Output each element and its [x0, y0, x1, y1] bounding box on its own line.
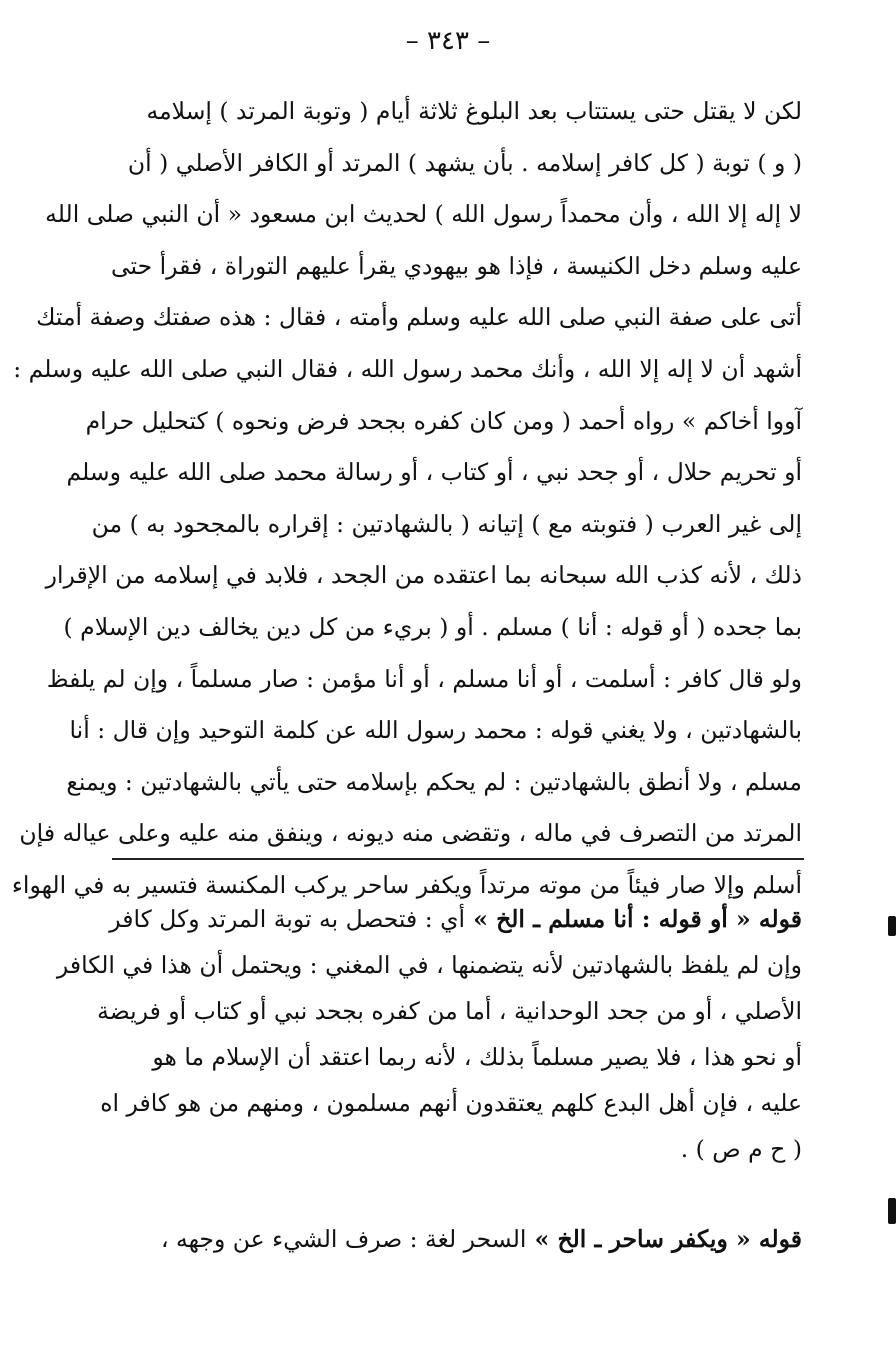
footnote-lead: قوله « ويكفر ساحر ـ الخ » — [526, 1225, 802, 1253]
footnote-lead: قوله « أو قوله : أنا مسلم ـ الخ » — [465, 905, 802, 933]
text-line: عليه وسلم دخل الكنيسة ، فإذا هو بيهودي يقرأ عليهم التوراة ، فقرأ حتى — [110, 251, 802, 280]
footnote-line — [109, 896, 802, 942]
text-line: بما جحده ( أو قوله : أنا ) مسلم . أو ( بريء من كل دين يخالف دين الإسلام ) — [63, 612, 802, 641]
footnote-line: وإن لم يلفظ بالشهادتين لأنه يتضمنها ، في المغني : ويحتمل أن هذا في الكافر — [56, 951, 802, 979]
footnote-1 — [56, 896, 802, 1172]
footnote-text: أي : فتحصل به توبة المرتد وكل كافر — [109, 905, 466, 933]
footnote-line: ( ح م ص ) . — [680, 1135, 802, 1163]
text-line: مسلم ، ولا أنطق بالشهادتين : لم يحكم بإسلامه حتى يأتي بالشهادتين : ويمنع — [66, 767, 802, 796]
footnote-divider — [112, 858, 804, 860]
footnote-line: عليه ، فإن أهل البدع كلهم يعتقدون أنهم مسلمون ، ومنهم من هو كافر اه — [100, 1089, 802, 1117]
text-line: أشهد أن لا إله إلا الله ، وأنك محمد رسول الله ، فقال النبي صلى الله عليه وسلم : — [13, 354, 802, 383]
text-line: ذلك ، لأنه كذب الله سبحانه بما اعتقده من الجحد ، فلابد في إسلامه من الإقرار — [45, 561, 802, 590]
text-line: ( و ) توبة ( كل كافر إسلامه . بأن يشهد ) المرتد أو الكافر الأصلي ( أن — [127, 148, 802, 177]
page-number: – ٣٤٣ – — [405, 26, 491, 56]
footnotes-block — [56, 896, 802, 1262]
footnote-line — [112, 1216, 802, 1262]
footnote-text: السحر لغة : صرف الشيء عن وجهه ، — [160, 1225, 527, 1253]
text-line: لكن لا يقتل حتى يستتاب بعد البلوغ ثلاثة أيام ( وتوبة المرتد ) إسلامه — [146, 97, 802, 125]
text-line: ولو قال كافر : أسلمت ، أو أنا مسلم ، أو أنا مؤمن : صار مسلماً ، وإن لم يلفظ — [46, 664, 802, 693]
footnote-2 — [112, 1216, 802, 1262]
text-line: أسلم وإلا صار فيئاً من موته مرتداً ويكفر ساحر يركب المكنسة فتسير به في الهواء — [11, 870, 802, 899]
footnote-line: الأصلي ، أو من جحد الوحدانية ، أما من كفره بجحد نبي أو كتاب أو فريضة — [97, 997, 802, 1025]
text-line: بالشهادتين ، ولا يغني قوله : محمد رسول الله عن كلمة التوحيد وإن قال : أنا — [69, 716, 802, 745]
text-line: لا إله إلا الله ، وأن محمداً رسول الله ) لحديث ابن مسعود « أن النبي صلى الله — [45, 200, 802, 229]
margin-mark — [888, 1198, 896, 1224]
text-line: المرتد من التصرف في ماله ، وتقضى منه ديونه ، وينفق منه عليه وعلى عياله فإن — [19, 819, 802, 848]
text-line: آووا أخاكم » رواه أحمد ( ومن كان كفره بجحد فرض ونحوه ) كتحليل حرام — [85, 406, 802, 435]
margin-mark — [888, 916, 896, 936]
text-line: أو تحريم حلال ، أو جحد نبي ، أو كتاب ، أو رسالة محمد صلى الله عليه وسلم — [66, 458, 802, 487]
footnote-line: أو نحو هذا ، فلا يصير مسلماً بذلك ، لأنه ربما اعتقد أن الإسلام ما هو — [152, 1043, 802, 1071]
main-text-block — [11, 86, 802, 912]
text-line: أتى على صفة النبي صلى الله عليه وسلم وأمته ، فقال : هذه صفتك وصفة أمتك — [36, 303, 802, 332]
text-line: إلى غير العرب ( فتوبته مع ) إتيانه ( بالشهادتين : إقراره بالمجحود به ) من — [91, 509, 802, 538]
